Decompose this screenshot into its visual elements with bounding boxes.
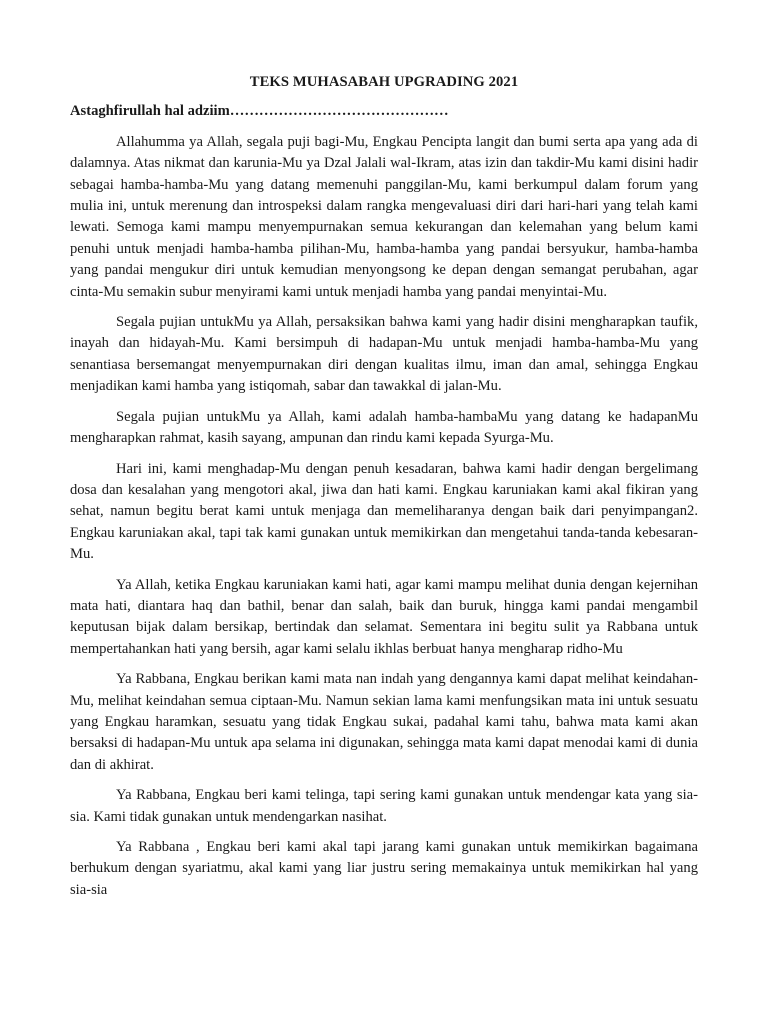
paragraph-2: Segala pujian untukMu ya Allah, persaksikan bahwa kami yang hadir disini mengharapkan taufik, inayah dan hidayah-Mu. Kami bersimpuh di hadapan-Mu untuk menjadi hamba-hamba-Mu yang senantiasa bersemangat menyempurnakan diri dengan kualitas ilmu, iman dan amal, sehingga Engkau menjadikan kami hamba yang istiqomah, sabar dan tawakkal di jalan-Mu.	[70, 314, 698, 395]
paragraph-3: Segala pujian untukMu ya Allah, kami adalah hamba-hambaMu yang datang ke hadapanMu mengharapkan rahmat, kasih sayang, ampunan dan rindu kami kepada Syurga-Mu.	[70, 408, 698, 447]
paragraph-5: Ya Allah, ketika Engkau karuniakan kami hati, agar kami mampu melihat dunia dengan kejernihan mata hati, diantara haq dan bathil, benar dan salah, baik dan buruk, hingga kami pandai mengambil keputusan bijak dalam bersikap, bertindak dan selamat. Sementara ini begitu sulit ya Rabbana untuk mempertahankan hati yang bersih, agar kami selalu ikhlas berbuat hanya mengharap ridho-Mu	[70, 576, 698, 657]
document-page	[70, 72, 698, 910]
paragraph-1: Allahumma ya Allah, segala puji bagi-Mu, Engkau Pencipta langit dan bumi serta apa yang ada di dalamnya. Atas nikmat dan karunia-Mu ya Dzal Jalali wal-Ikram, atas izin dan takdir-Mu kami disini hadir sebagai hamba-hamba-Mu yang datang memenuhi panggilan-Mu, kami berkumpul dalam forum yang mulia ini, untuk merenung dan introspeksi dalam rangka mengevaluasi diri dari hari-hari yang telah kami lewati. Semoga kami mampu menyempurnakan semua kekurangan dan kelemahan yang belum kami penuhi untuk menjadi hamba-hamba pilihan-Mu, hamba-hamba yang pandai bersyukur, hamba-hamba yang pandai mengukur diri untuk kemudian menyongsong ke depan dengan semangat perubahan, agar cinta-Mu semakin subur menyirami kami untuk menjadi hamba yang pandai menyintai-Mu.	[70, 133, 698, 300]
paragraph-8: Ya Rabbana , Engkau beri kami akal tapi jarang kami gunakan untuk memikirkan bagaimana berhukum dengan syariatmu, akal kami yang liar justru sering memakainya untuk memikirkan hal yang sia-sia	[70, 839, 698, 898]
document-title: TEKS MUHASABAH UPGRADING 2021	[249, 74, 519, 90]
paragraph-7: Ya Rabbana, Engkau beri kami telinga, tapi sering kami gunakan untuk mendengar kata yang sia-sia. Kami tidak gunakan untuk mendengarkan nasihat.	[70, 787, 698, 825]
paragraph-4: Hari ini, kami menghadap-Mu dengan penuh kesadaran, bahwa kami hadir dengan bergelimang dosa dan kesalahan yang mengotori akal, jiwa dan hati kami. Engkau karuniakan kami akal fikiran yang sehat, namun begitu berat kami untuk menjaga dan memeliharanya dengan baik dari penyimpangan2. Engkau karuniakan akal, tapi tak kami gunakan untuk memikirkan dan mengetahui tanda-tanda kebesaran-Mu.	[70, 460, 698, 563]
opening-line: Astaghfirullah hal adziim………………………………………	[70, 103, 449, 120]
paragraph-6: Ya Rabbana, Engkau berikan kami mata nan indah yang dengannya kami dapat melihat keindahan-Mu, melihat keindahan semua ciptaan-Mu. Namun sekian lama kami menfungsikan mata ini untuk sesuatu yang Engkau haramkan, sesuatu yang tidak Engkau sukai, padahal kami tahu, bahwa mata kami akan bersaksi di hadapan-Mu untuk apa selama ini digunakan, sehingga mata kami dapat menodai kami di dunia dan di akhirat.	[70, 671, 698, 773]
